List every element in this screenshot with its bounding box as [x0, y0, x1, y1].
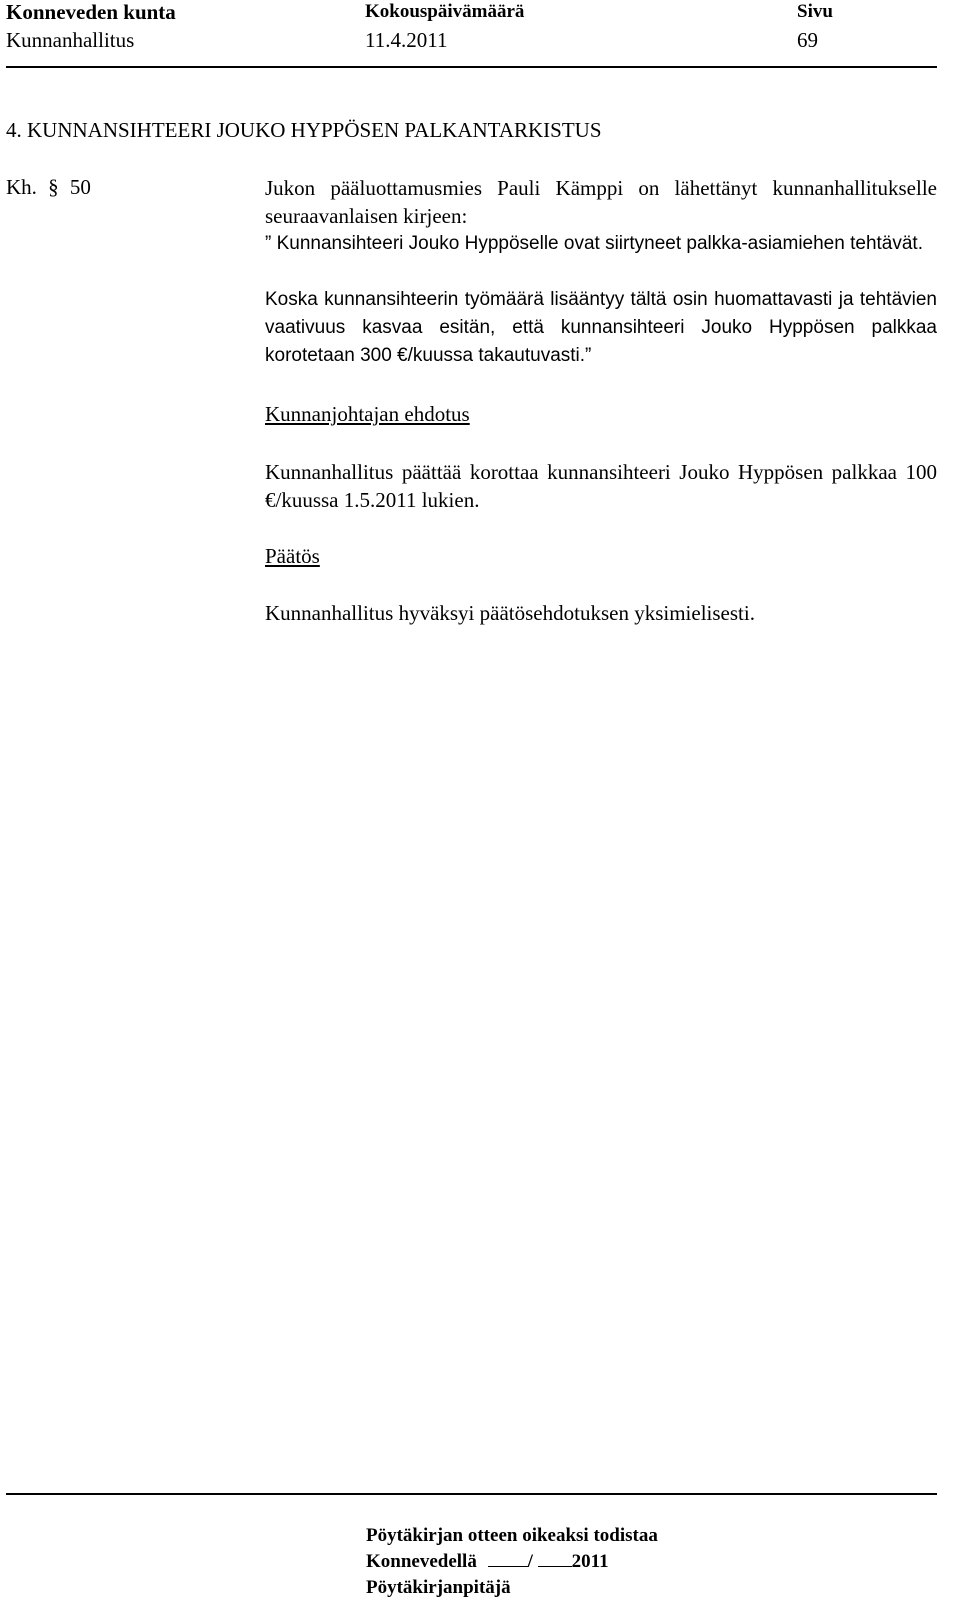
page-number: 69: [797, 28, 818, 52]
decision-text: Kunnanhallitus hyväksyi päätösehdotuksen yksimielisesti.: [265, 601, 755, 625]
meeting-date-label: Kokouspäivämäärä: [365, 1, 525, 22]
quoted-letter-paragraph: Koska kunnansihteerin työmäärä lisääntyy tältä osin huomattavasti ja tehtävien vaativuus kasvaa esitän, että kunnansihteeri Jouko Hyppösen palkkaa korotetaan 300 €/kuussa takautuvasti.”: [265, 289, 937, 366]
certifier-role: Pöytäkirjanpitäjä: [366, 1577, 511, 1598]
intro-paragraph: Jukon pääluottamusmies Pauli Kämppi on lähettänyt kunnanhallitukselle seuraavanlaisen kirjeen:: [265, 176, 937, 228]
certification-place-date: [366, 1550, 609, 1574]
decision-heading: Päätös: [265, 544, 320, 568]
header-rule: [6, 66, 937, 68]
footer-rule: [6, 1493, 937, 1495]
meeting-date: 11.4.2011: [365, 28, 448, 52]
certification-year: 2011: [571, 1551, 609, 1572]
certification-place: Konnevedellä: [366, 1551, 477, 1572]
section-title: 4. KUNNANSIHTEERI JOUKO HYPPÖSEN PALKANTARKISTUS: [6, 118, 602, 142]
month-blank: [538, 1550, 572, 1567]
section-reference: Kh. § 50: [6, 175, 91, 199]
certification-text: Pöytäkirjan otteen oikeaksi todistaa: [366, 1525, 658, 1546]
day-blank: [488, 1550, 528, 1567]
proposal-text: Kunnanhallitus päättää korottaa kunnansihteeri Jouko Hyppösen palkkaa 100 €/kuussa 1.5.2011 lukien.: [265, 460, 937, 512]
page-label: Sivu: [797, 1, 833, 22]
date-separator: /: [527, 1551, 533, 1572]
quoted-letter-line-1: ” Kunnansihteeri Jouko Hyppöselle ovat siirtyneet palkka-asiamiehen tehtävät.: [265, 233, 923, 254]
organization-name: Konneveden kunta: [6, 0, 176, 24]
body-name: Kunnanhallitus: [6, 28, 135, 52]
proposal-heading: Kunnanjohtajan ehdotus: [265, 402, 470, 426]
